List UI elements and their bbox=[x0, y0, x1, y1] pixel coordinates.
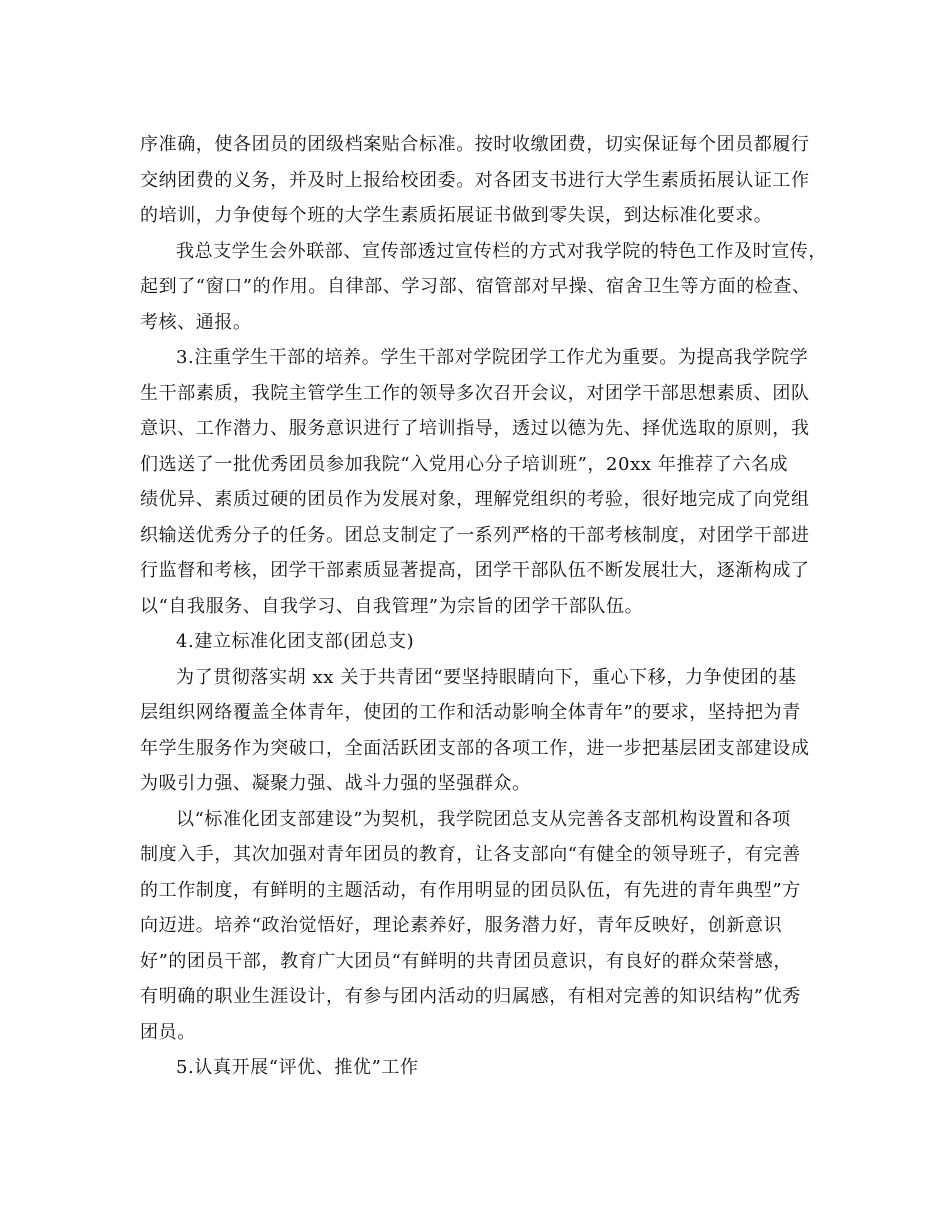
text-line: 层组织网络覆盖全体青年，使团的工作和活动影响全体青年”的要求，坚持把为青 bbox=[140, 702, 801, 723]
text-line: 织输送优秀分子的任务。团总支制定了一系列严格的干部考核制度，对团学干部进 bbox=[140, 524, 810, 546]
text-line: 团员。 bbox=[140, 1021, 196, 1043]
text-line: 以“标准化团支部建设”为契机，我学院团总支从完善各支部机构设置和各项 bbox=[176, 808, 791, 830]
text-line: 们选送了一批优秀团员参加我院“入党用心分子培训班”，20xx 年推荐了六名成 bbox=[140, 453, 789, 475]
text-line: 以“自我服务、自我学习、自我管理”为宗旨的团学干部队伍。 bbox=[140, 595, 644, 617]
text-line: 年学生服务作为突破口，全面活跃团支部的各项工作，进一步把基层团支部建设成 bbox=[140, 737, 810, 759]
text-line: 起到了“窗口”的作用。自律部、学习部、宿管部对早操、宿舍卫生等方面的检查、 bbox=[140, 276, 811, 297]
text-line: 序准确，使各团员的团级档案贴合标准。按时收缴团费，切实保证每个团员都履行 bbox=[140, 134, 810, 155]
text-line: 行监督和考核，团学干部素质显著提高，团学干部队伍不断发展壮大，逐渐构成了 bbox=[140, 560, 810, 581]
text-line: 生干部素质，我院主管学生工作的领导多次召开会议，对团学干部思想素质、团队 bbox=[140, 382, 810, 404]
text-line: 为了贯彻落实胡 xx 关于共青团“要坚持眼睛向下，重心下移，力争使团的基 bbox=[176, 666, 797, 688]
text-line: 4.建立标准化团支部(团总支) bbox=[176, 631, 415, 652]
text-line: 好”的团员干部，教育广大团员“有鲜明的共青团员意识，有良好的群众荣誉感， bbox=[140, 950, 793, 972]
document-body bbox=[140, 127, 827, 1086]
text-line: 有明确的职业生涯设计，有参与团内活动的归属感，有相对完善的知识结构”优秀 bbox=[140, 986, 801, 1007]
text-line: 交纳团费的义务，并及时上报给校团委。对各团支书进行大学生素质拓展认证工作 bbox=[140, 169, 810, 191]
text-line: 5.认真开展“评优、推优”工作 bbox=[176, 1057, 419, 1078]
text-line: 向迈进。培养“政治觉悟好，理论素养好，服务潜力好，青年反映好，创新意识 bbox=[140, 915, 783, 936]
text-line: 绩优异、素质过硬的团员作为发展对象，理解党组织的考验，很好地完成了向党组 bbox=[140, 489, 810, 510]
text-line: 为吸引力强、凝聚力强、战斗力强的坚强群众。 bbox=[140, 773, 531, 794]
text-line: 我总支学生会外联部、宣传部透过宣传栏的方式对我学院的特色工作及时宣传， bbox=[176, 240, 827, 262]
text-line: 的工作制度，有鲜明的主题活动，有作用明显的团员队伍，有先进的青年典型”方 bbox=[140, 879, 801, 901]
text-line: 制度入手，其次加强对青年团员的教育，让各支部向“有健全的领导班子，有完善 bbox=[140, 844, 801, 865]
text-line: 意识、工作潜力、服务意识进行了培训指导，透过以德为先、择优选取的原则，我 bbox=[140, 418, 810, 439]
text-line: 的培训，力争使每个班的大学生素质拓展证书做到零失误，到达标准化要求。 bbox=[140, 205, 773, 226]
text-line: 3.注重学生干部的培养。学生干部对学院团学工作尤为重要。为提高我学院学 bbox=[176, 347, 809, 368]
text-line: 考核、通报。 bbox=[140, 311, 252, 333]
